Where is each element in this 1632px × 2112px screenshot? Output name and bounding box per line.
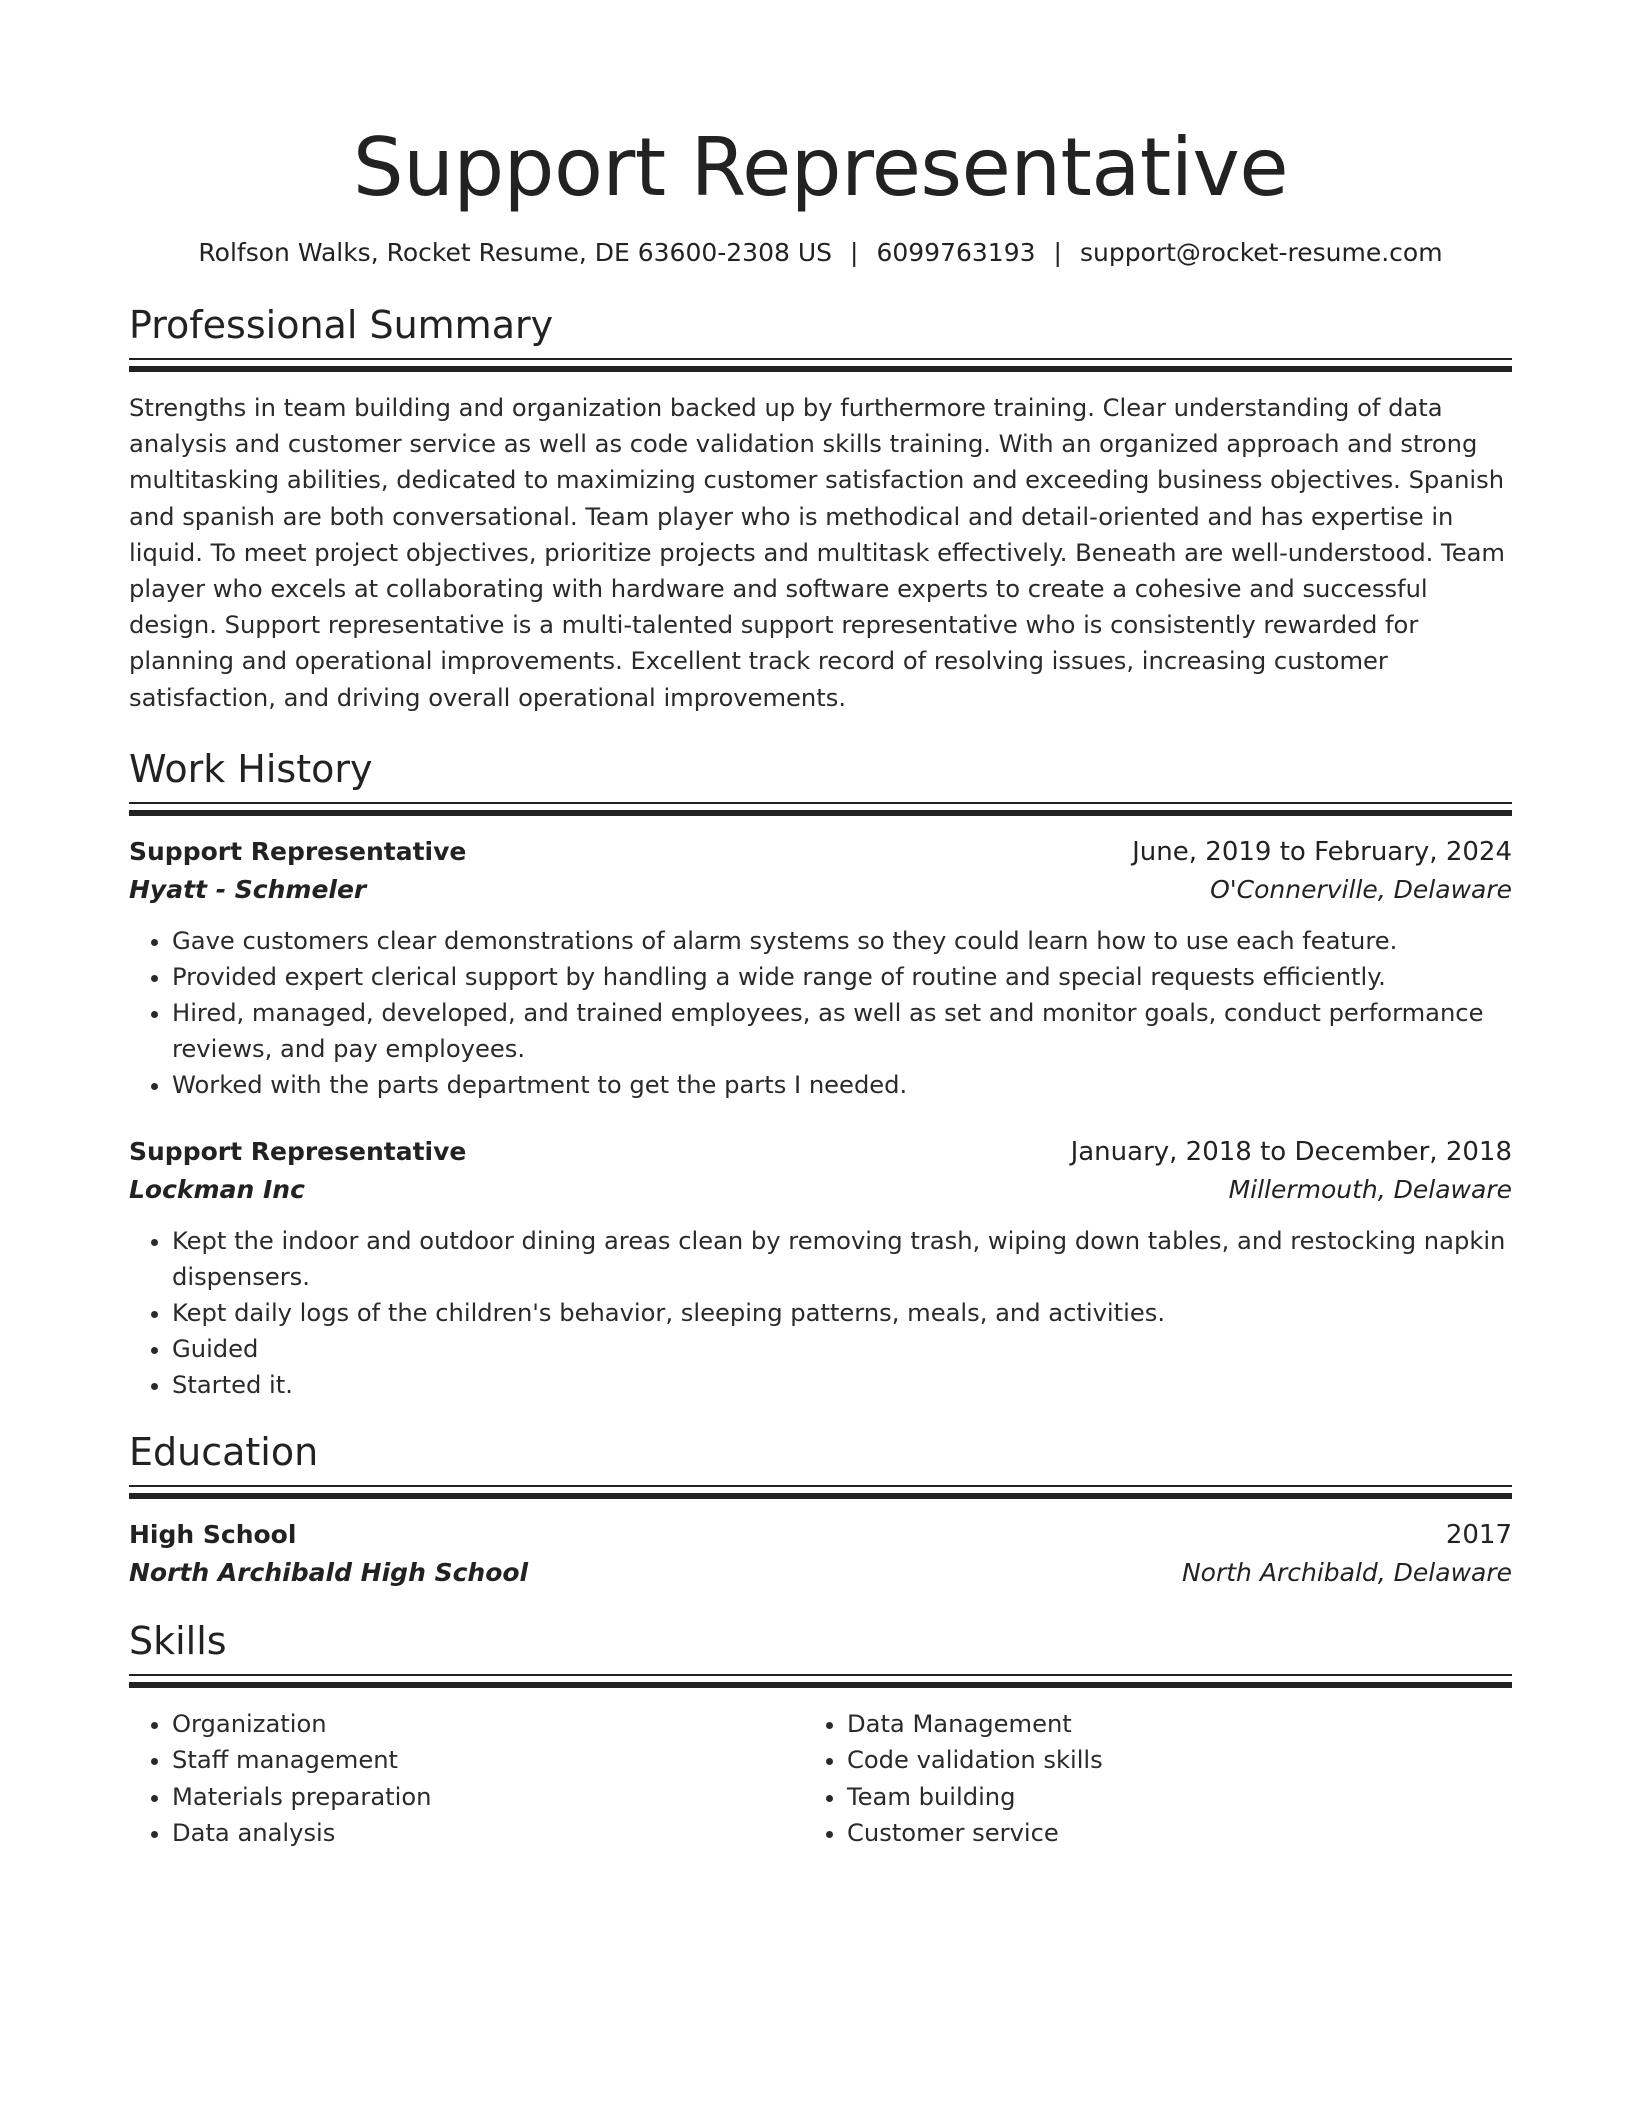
job-bullets (129, 1223, 1512, 1403)
section-title-work: Work History (129, 746, 373, 791)
skill-item: • Data Management (847, 1706, 1479, 1743)
resume-name: Support Representative (352, 121, 1289, 214)
job-bullet: • Worked with the parts department to get the parts I needed. (172, 1067, 1512, 1103)
skill-item: • Team building (847, 1779, 1479, 1816)
section-title-summary: Professional Summary (129, 303, 554, 347)
job-title: Support Representative (129, 836, 467, 866)
summary-text: Strengths in team building and organization backed up by furthermore training. Clear understanding of data analysis and customer service as well as code validation skills training. With an organized approach and strong multitasking abilities, dedicated to maximizing customer satisfaction and exceeding business objectives. Spanish and spanish are both conversational. Team player who is methodical and detail-oriented and has expertise in liquid. To meet project objectives, prioritize projects and multitask effectively. Beneath are well-understood. Team player who excels at collaborating with hardware and software experts to create a cohesive and successful design. Support representative is a multi-talented support representative who is consistently rewarded for planning and operational improvements. Excellent track record of resolving issues, increasing customer satisfaction, and driving overall operational improvements. (129, 394, 1505, 712)
job-subheader (129, 1171, 1512, 1209)
education-header (129, 1516, 1512, 1554)
education-entry (129, 1516, 1512, 1592)
skill-item: • Staff management (172, 1742, 804, 1779)
job-header (129, 1133, 1512, 1171)
section-divider (129, 358, 1512, 373)
education-location: North Archibald, Delaware (1181, 1557, 1512, 1587)
contact-phone: 6099763193 (876, 238, 1036, 267)
job-bullet: • Kept daily logs of the children's behavior, sleeping patterns, meals, and activities. (172, 1295, 1512, 1331)
job-entry (129, 833, 1512, 1103)
section-divider (129, 1485, 1512, 1500)
contact-separator: | (1053, 238, 1062, 267)
education-section (129, 1427, 1512, 1592)
resume-content (129, 0, 1512, 1852)
contact-address: Rolfson Walks, Rocket Resume, DE 63600-2308 US (198, 238, 833, 267)
job-bullet: • Hired, managed, developed, and trained employees, as well as set and monitor goals, conduct performance reviews, and pay employees. (172, 995, 1512, 1067)
contact-separator: | (850, 238, 859, 267)
work-history-section (129, 744, 1512, 1403)
skills-column-left (129, 1706, 804, 1852)
job-company: Hyatt - Schmeler (129, 874, 367, 904)
section-divider (129, 1674, 1512, 1689)
job-bullet: • Kept the indoor and outdoor dining areas clean by removing trash, wiping down tables, and restocking napkin dispensers. (172, 1223, 1512, 1295)
skills-section (129, 1616, 1512, 1852)
job-title: Support Representative (129, 1136, 467, 1166)
skill-item: • Data analysis (172, 1815, 804, 1852)
skill-item: • Materials preparation (172, 1779, 804, 1816)
skill-item: • Code validation skills (847, 1742, 1479, 1779)
section-title-skills: Skills (129, 1618, 227, 1663)
job-bullets (129, 923, 1512, 1103)
job-bullet: • Gave customers clear demonstrations of alarm systems so they could learn how to use each feature. (172, 923, 1512, 959)
education-subheader (129, 1554, 1512, 1592)
skills-column-right (804, 1706, 1479, 1852)
education-degree: High School (129, 1519, 297, 1549)
skill-item: • Customer service (847, 1815, 1479, 1852)
job-company: Lockman Inc (129, 1174, 305, 1204)
summary-section (129, 300, 1512, 716)
contact-email: support@rocket-resume.com (1079, 238, 1443, 267)
job-bullet: • Provided expert clerical support by handling a wide range of routine and special requests efficiently. (172, 959, 1512, 995)
job-location: Millermouth, Delaware (1228, 1174, 1512, 1204)
section-divider (129, 802, 1512, 817)
job-location: O'Connerville, Delaware (1210, 874, 1512, 904)
job-entry (129, 1133, 1512, 1403)
job-dates: June, 2019 to February, 2024 (1132, 836, 1512, 867)
job-header (129, 833, 1512, 871)
education-school: North Archibald High School (129, 1557, 529, 1587)
education-year: 2017 (1445, 1519, 1512, 1550)
skills-list (129, 1706, 1512, 1852)
contact-line (129, 236, 1512, 270)
skill-item: • Organization (172, 1706, 804, 1743)
job-bullet: • Started it. (172, 1367, 1512, 1403)
job-bullet: • Guided (172, 1331, 1512, 1367)
job-subheader (129, 871, 1512, 909)
job-dates: January, 2018 to December, 2018 (1070, 1136, 1512, 1167)
section-title-education: Education (129, 1429, 319, 1474)
